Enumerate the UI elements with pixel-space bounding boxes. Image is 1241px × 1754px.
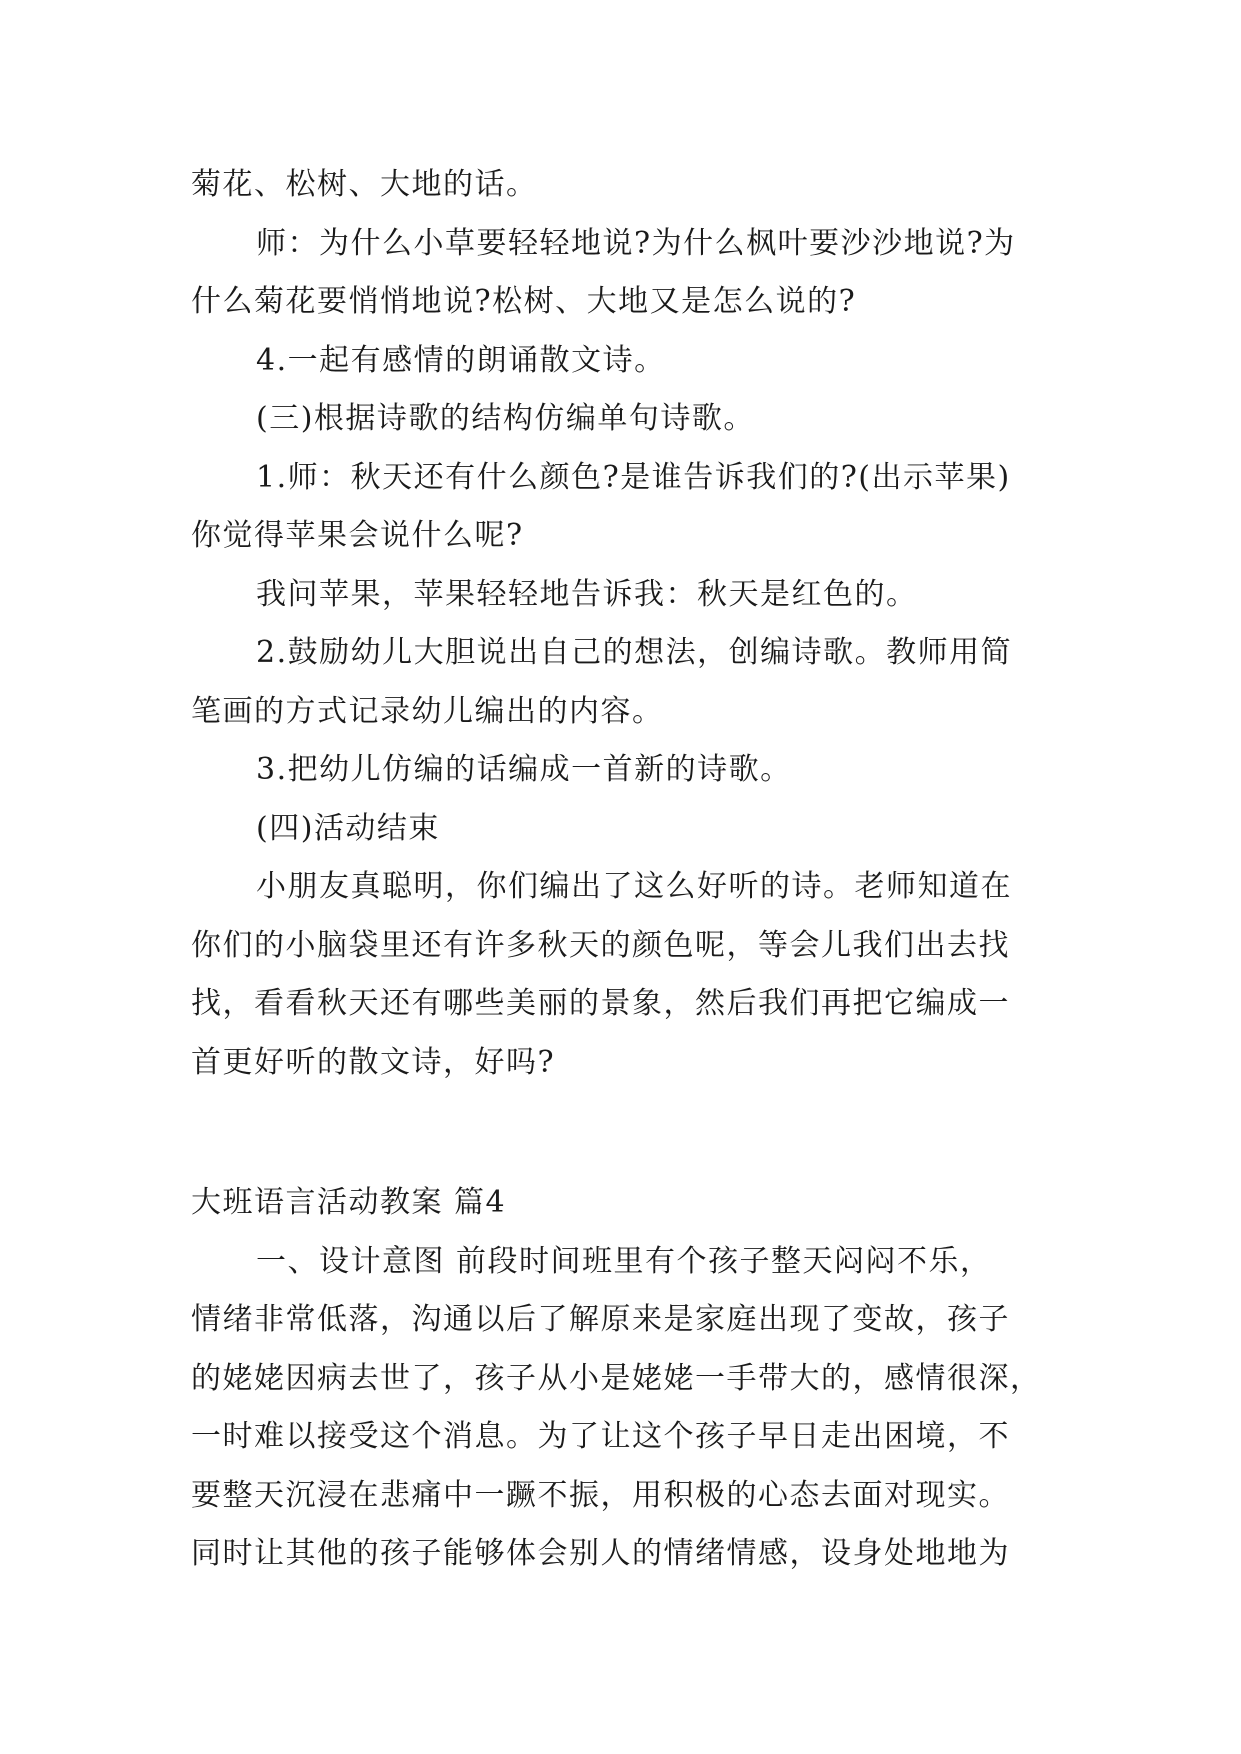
text-line: 2.鼓励幼儿大胆说出自己的想法，创编诗歌。教师用简 [256, 635, 1013, 670]
text-line: 4.一起有感情的朗诵散文诗。 [256, 342, 666, 378]
text-line: 要整天沉浸在悲痛中一蹶不振，用积极的心态去面对现实。 [191, 1477, 1010, 1513]
text-line: 的姥姥因病去世了，孩子从小是姥姥一手带大的，感情很深， [191, 1360, 1042, 1396]
text-line: 情绪非常低落，沟通以后了解原来是家庭出现了变故，孩子 [191, 1302, 1010, 1337]
text-line: 你觉得苹果会说什么呢? [191, 518, 524, 553]
text-line: 3.把幼儿仿编的话编成一首新的诗歌。 [256, 752, 792, 787]
text-line: 师：为什么小草要轻轻地说?为什么枫叶要沙沙地说?为 [256, 225, 1016, 261]
text-line: 找，看看秋天还有哪些美丽的景象，然后我们再把它编成一 [191, 986, 1010, 1021]
text-line: 一、设计意图 前段时间班里有个孩子整天闷闷不乐， [256, 1243, 992, 1279]
text-line: (三)根据诗歌的结构仿编单句诗歌。 [256, 401, 755, 436]
section-heading: 大班语言活动教案 篇4 [191, 1185, 507, 1220]
text-line: 同时让其他的孩子能够体会别人的情绪情感，设身处地地为 [191, 1536, 1010, 1571]
text-line: 你们的小脑袋里还有许多秋天的颜色呢，等会儿我们出去找 [191, 927, 1010, 963]
section-gap [191, 1092, 1051, 1174]
text-line: 笔画的方式记录幼儿编出的内容。 [191, 693, 664, 729]
text-line: 什么菊花要悄悄地说?松树、大地又是怎么说的? [191, 284, 857, 319]
text-line: 我问苹果，苹果轻轻地告诉我：秋天是红色的。 [256, 576, 918, 612]
document-body [191, 156, 1051, 1584]
text-line: (四)活动结束 [256, 810, 440, 846]
text-line: 一时难以接受这个消息。为了让这个孩子早日走出困境，不 [191, 1419, 1010, 1454]
text-line: 小朋友真聪明，你们编出了这么好听的诗。老师知道在 [256, 869, 1012, 904]
text-line: 菊花、松树、大地的话。 [191, 167, 538, 202]
text-line: 首更好听的散文诗，好吗? [191, 1044, 556, 1080]
text-line: 1.师：秋天还有什么颜色?是谁告诉我们的?(出示苹果) [256, 459, 1011, 495]
